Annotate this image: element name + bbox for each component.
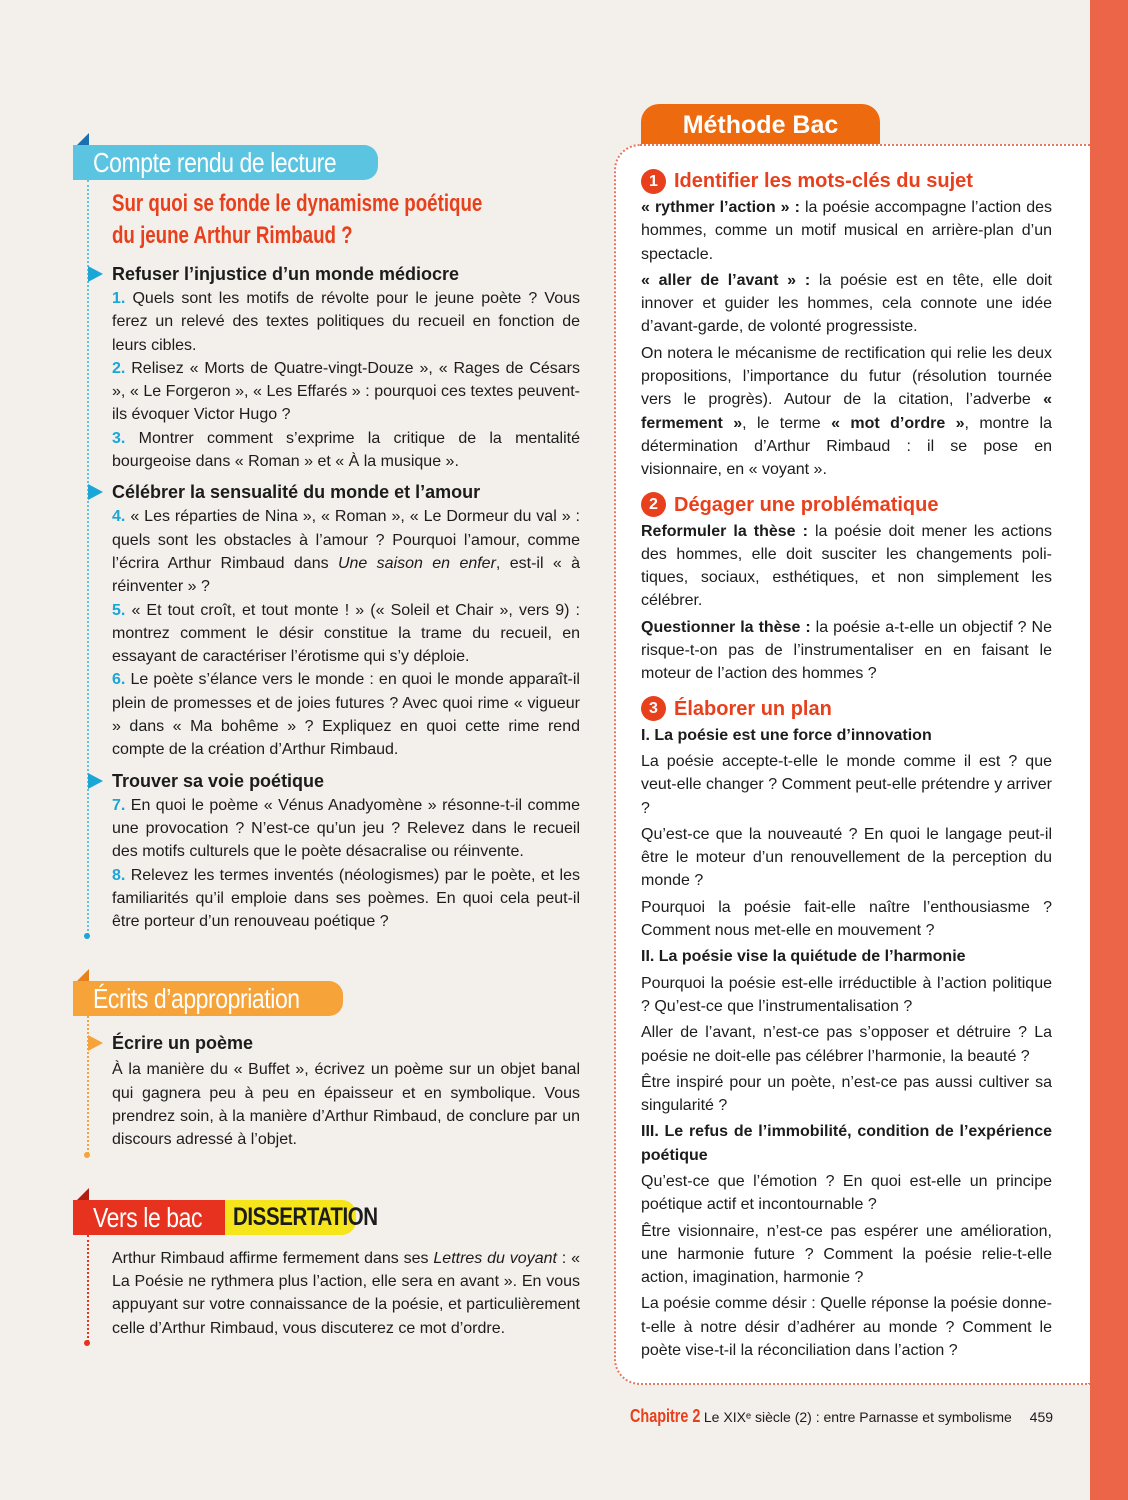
question-item [112,599,580,669]
text-run: On notera le mécanisme de rectification qui relie les deux propositions, l’importance du futur (résolution tournée vers le progrès). Autour de la citation, l’adverbe [641,344,1052,409]
question-line: du jeune Arthur Rimbaud ? [112,222,353,249]
text-run: , est-il « à réinventer » ? [112,554,581,596]
dissertation-text [112,1247,580,1340]
question-number: 3. [112,429,126,447]
ecrits-title: Écrits d’appropriation [93,983,300,1015]
step-number-badge: 2 [641,492,666,517]
step-paragraph [641,616,1052,686]
step-paragraph [641,1021,1052,1068]
step-paragraph [641,823,1052,893]
step-paragraph [641,269,1052,339]
page-edge-strip [1090,0,1128,1500]
text-run: « Et tout croît, et tout monte ! » (« Soleil et Chair », vers 9) : montrez comment le désir constitue la trame du recueil, en essayant de caractériser l’érotisme qui s’y déploie. [112,601,580,666]
chapter-label: Chapitre 2 [630,1406,701,1427]
text-run: , le terme [742,414,832,432]
ecrits-section [73,969,583,1153]
step-paragraph [641,896,1052,943]
step-paragraph [641,196,1052,266]
text-run: Relevez les termes inventés (néologismes) par le poète, et les familiarités qu’il emploie dans ses poèmes. En quoi cela peut-il être porteur d’un renouveau poétique ? [112,866,580,931]
ecrits-heading-text: Écrire un poème [112,1033,254,1054]
section-heading-text: Trouver sa voie poétique [112,770,325,791]
question-number: 8. [112,866,126,884]
text-run: : « La Poésie ne rythmera plus l’action, elle sera en avant ». En vous appuyant sur votre connaissance de la poésie, et particulièrement celle d’Arthur Rimbaud, vous discuterez ce mot d’ordre. [112,1249,580,1337]
step-paragraph [641,1292,1052,1362]
question-number: 1. [112,290,126,307]
methode-bac-panel [614,144,1090,1385]
text-run: Relisez « Morts de Quatre-vingt-Douze », « Rages de Césars », « Le Forgeron », « Les Effarés » : pourquoi ces textes peuvent-ils évoquer Victor Hugo ? [112,359,580,424]
text-run: Qu’est-ce que l’émotion ? En quoi est-elle un principe poétique actif et incontournable ? [641,1172,1052,1214]
question-number: 7. [112,796,126,814]
text-run: « Les réparties de Nina », « Roman », « Le Dormeur du val » : quels sont les obstacles à l’amour ? Pourquoi l’amour, comme l’écrira Arthur Rimbaud dans [112,508,581,572]
reading-questions-list [112,262,580,933]
compte-rendu-title: Compte rendu de lecture [93,147,337,178]
step-heading [641,166,1052,196]
text-run: II. La poésie vise la quiétude de l’harmonie [641,948,966,966]
question-number: 5. [112,601,126,619]
text-run: la poésie accompagne l’action des hommes, comme un motif musical en arrière-plan d’un spectacle. [641,199,1052,263]
text-run: « rythmer l’action » : [641,199,800,216]
dissertation-tag [225,1200,378,1235]
text-run: la poésie doit mener les actions des hommes, elle doit susciter les changements politiques, sociaux, esthétiques, et non simplement les célébrer. [641,522,1053,610]
text-run: En quoi le poème « Vénus Anadyomène » résonne-t-il comme une provocation ? N’est-ce qu’un jeu ? Relevez dans le recueil des motifs culturels que le poète désacralise ou réinvente. [112,796,580,861]
corner-triangle [77,969,89,981]
question-item [112,287,580,357]
text-run: Quels sont les motifs de révolte pour le jeune poète ? Vous ferez un relevé des textes politiques du recueil en fonction de leurs cibles. [112,290,581,354]
text-run: Lettres du voyant [433,1249,557,1267]
plan-part-heading [641,724,1052,747]
question-item [112,357,580,427]
dissertation-label: DISSERTATION [233,1202,378,1231]
text-run: Questionner la thèse : [641,618,811,636]
step-number-badge: 1 [641,169,666,194]
text-run: Montrer comment s’exprime la critique de la mentalité bourgeoise dans « Roman » et « À la musique ». [112,429,580,471]
text-run: Arthur Rimbaud affirme fermement dans ses [112,1249,434,1267]
step-title: Dégager une problématique [674,493,939,516]
question-item [112,505,580,598]
question-item [112,668,580,761]
step-paragraph [641,1170,1052,1217]
question-number: 4. [112,508,126,526]
step-title: Identifier les mots-clés du sujet [674,170,973,192]
text-run: Le poète s’élance vers le monde : en quoi le monde apparaît-il plein de promesses et de joies futures ? Avec quoi rime « vigueur » dans « Ma bohême » ? Expliquez en quoi cette rime rend compte de la création d’Arthur Rimbaud. [112,671,580,759]
question-number: 2. [112,359,126,377]
vers-bac-banner [73,1200,225,1235]
question-item [112,427,580,474]
text-run: III. Le refus de l’immobilité, condition de l’expérience poétique [641,1123,1052,1164]
compte-rendu-banner [73,145,378,180]
text-run: , montre la détermination d’Arthur Rimbaud : il se pose en visionnaire, en « voyant ». [641,414,1052,479]
reading-question [112,180,583,252]
ecrits-heading [112,1031,580,1056]
text-run: La poésie comme désir : Quelle réponse la poésie donne-t-elle à notre désir d’adhérer au monde ? Comment le poète vise-t-il la réconciliation dans l’action ? [641,1295,1052,1360]
arrow-icon [88,773,103,789]
step-paragraph [641,1071,1052,1118]
question-number: 6. [112,671,126,689]
step-heading [641,490,1052,520]
step-heading [641,694,1052,724]
text-run: Une saison en enfer [337,554,496,572]
vers-bac-body [87,1235,583,1342]
section-heading-text: Refuser l’injustice d’un monde médiocre [112,264,460,284]
text-run: « mot d’ordre » [831,414,965,432]
text-run: Pourquoi la poésie fait-elle naître l’enthousiasme ? Comment nous met-elle en mouvement ? [641,898,1052,940]
text-run: Être inspiré pour un poète, n’est-ce pas aussi cultiver sa singularité ? [641,1073,1052,1115]
compte-rendu-section [73,133,583,935]
page-footer [630,1405,1090,1428]
methode-bac-title: Méthode Bac [682,111,839,139]
page-number: 459 [1029,1409,1054,1426]
corner-triangle [77,1188,89,1200]
text-run: Aller de l’avant, n’est-ce pas s’opposer et détruire ? La poésie ne doit-elle pas célébrer l’harmonie, la beauté ? [641,1024,1052,1065]
question-item [112,794,580,864]
text-run: « aller de l’avant » : [641,271,811,289]
step-paragraph [641,1220,1052,1290]
compte-rendu-body [87,180,583,935]
left-column [73,133,583,1342]
vers-bac-banner-row [73,1200,583,1235]
methode-bac-content [641,166,1052,1362]
question-line: Sur quoi se fonde le dynamisme poétique [112,190,483,217]
step-number-badge: 3 [641,696,666,721]
plan-part-heading [641,945,1052,968]
section-heading [112,480,580,505]
methode-bac-tab [641,104,880,144]
text-run: Qu’est-ce que la nouveauté ? En quoi le langage peut-il être le moteur d’un renouvellement de la perception du monde ? [641,825,1052,890]
step-paragraph [641,972,1052,1019]
question-item [112,864,580,934]
vers-bac-title: Vers le bac [93,1201,203,1233]
step-paragraph [641,520,1052,613]
text-run: La poésie accepte-t-elle le monde comme il est ? que veut-elle changer ? Comment peut-elle prétendre y arriver ? [641,752,1052,817]
chapter-title: Le XIXᵉ siècle (2) : entre Parnasse et symbolisme [703,1409,1012,1426]
rule-end-dot [84,1340,90,1346]
corner-triangle [77,133,89,145]
vers-bac-section [73,1188,583,1342]
text-run: Reformuler la thèse : [641,522,808,540]
text-run: « fermement » [641,391,1052,432]
arrow-icon [88,266,103,282]
section-heading [112,769,580,794]
step-title: Élaborer un plan [674,697,832,720]
ecrits-body [87,1016,583,1153]
text-run: la poésie a-t-elle un objectif ? Ne risque-t-on pas de l’instrumentaliser en en faisant le moteur de l’action des hommes ? [641,618,1052,683]
step-paragraph [641,342,1052,482]
ecrits-block [112,1031,580,1151]
section-heading [112,262,580,287]
arrow-icon [88,1035,103,1051]
arrow-icon [88,484,103,500]
rule-end-dot [84,933,90,939]
right-column [614,104,1090,1428]
section-heading-text: Célébrer la sensualité du monde et l’amour [112,482,481,503]
plan-part-heading [641,1120,1052,1167]
ecrits-text: À la manière du « Buffet », écrivez un poème sur un objet banal qui gagnera peu à peu en épaisseur et en symbolique. Vous prendrez soin, à la manière d’Arthur Rimbaud, de conclure par un discours adressé à l’objet. [112,1061,580,1149]
dissertation-subject [112,1247,580,1340]
text-run: I. La poésie est une force d’innovation [641,726,932,744]
text-run: Être visionnaire, n’est-ce pas espérer une amélioration, une harmonie future ? Comment la poésie relie-t-elle action, imagination, harmonie ? [641,1222,1052,1287]
step-paragraph [641,750,1052,820]
text-run: la poésie est en tête, elle doit innover et guider les hommes, cela connote une idée d’avant-garde, de volonté progressiste. [641,271,1052,336]
ecrits-banner [73,981,343,1016]
text-run: Pourquoi la poésie est-elle irréductible à l’action politique ? Qu’est-ce que l’instrumentalisation ? [641,974,1052,1015]
rule-end-dot [84,1152,90,1158]
